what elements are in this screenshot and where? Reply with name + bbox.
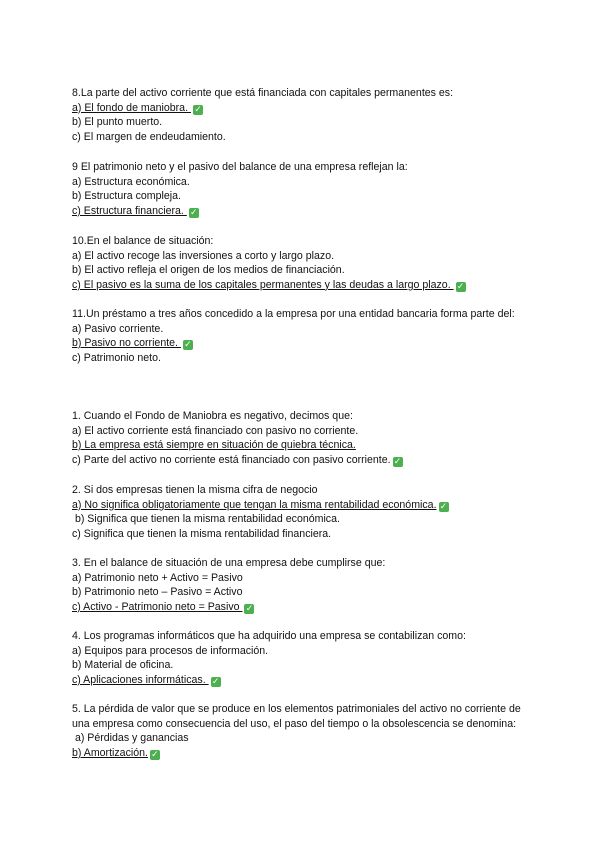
checkmark-icon: ✓ bbox=[190, 207, 198, 218]
question-block-2 bbox=[72, 483, 532, 541]
checkmark-icon: ✓ bbox=[245, 603, 254, 614]
answer-option-correct: c) Estructura financiera. ✓ bbox=[72, 204, 198, 218]
answer-option: a) Pérdidas y ganancias bbox=[72, 732, 189, 745]
answer-option: c) Patrimonio neto. bbox=[72, 351, 161, 364]
question-block-3 bbox=[72, 556, 532, 614]
checkmark-icon: ✓ bbox=[456, 281, 465, 292]
answer-option-correct: a) No significa obligatoriamente que tengan la misma rentabilidad económica. ✓ bbox=[72, 498, 448, 512]
answer-option: b) Estructura compleja. bbox=[72, 190, 181, 203]
answer-option: a) Patrimonio neto + Activo = Pasivo bbox=[72, 571, 243, 584]
answer-option: a) Equipos para procesos de información. bbox=[72, 644, 269, 657]
answer-option-correct: b) Pasivo no corriente. ✓ bbox=[72, 337, 192, 351]
question-text: 4. Los programas informáticos que ha adquirido una empresa se contabilizan como: bbox=[72, 630, 466, 642]
answer-option: b) Significa que tienen la misma rentabilidad económica. bbox=[72, 513, 340, 526]
question-text: 1. Cuando el Fondo de Maniobra es negativo, decimos que: bbox=[72, 410, 353, 422]
checkmark-icon: ✓ bbox=[184, 340, 192, 351]
checkmark-icon: ✓ bbox=[439, 501, 448, 512]
answer-option-correct: c) Parte del activo no corriente está financiado con pasivo corriente. ✓ bbox=[72, 453, 402, 467]
question-block-11 bbox=[72, 307, 532, 365]
question-text: 10.En el balance de situación: bbox=[72, 235, 214, 247]
question-text: 3. En el balance de situación de una empresa debe cumplirse que: bbox=[72, 557, 386, 569]
question-text: 5. La pérdida de valor que se produce en los elementos patrimoniales del activo no corriente de una empresa como consecuencia del uso, el paso del tiempo o la obsolescencia se denomina: bbox=[72, 703, 521, 730]
answer-option: b) Patrimonio neto – Pasivo = Activo bbox=[72, 586, 243, 599]
answer-option: a) El activo recoge las inversiones a corto y largo plazo. bbox=[72, 249, 335, 262]
answer-option-correct: c) Aplicaciones informáticas. ✓ bbox=[72, 673, 220, 687]
checkmark-icon: ✓ bbox=[151, 749, 159, 760]
answer-option-correct: c) El pasivo es la suma de los capitales permanentes y las deudas a largo plazo. ✓ bbox=[72, 278, 465, 292]
checkmark-icon: ✓ bbox=[211, 676, 220, 687]
answer-option: a) Pasivo corriente. bbox=[72, 322, 164, 335]
answer-option: a) El activo corriente está financiado con pasivo no corriente. bbox=[72, 424, 359, 437]
checkmark-icon: ✓ bbox=[194, 104, 202, 115]
question-text: 2. Si dos empresas tienen la misma cifra de negocio bbox=[72, 484, 318, 496]
answer-option: b) Material de oficina. bbox=[72, 659, 174, 672]
answer-option: a) Estructura económica. bbox=[72, 175, 190, 188]
answer-option: c) El margen de endeudamiento. bbox=[72, 130, 226, 143]
question-text: 9 El patrimonio neto y el pasivo del balance de una empresa reflejan la: bbox=[72, 161, 408, 173]
question-block-1 bbox=[72, 409, 532, 467]
answer-option: b) La empresa está siempre en situación de quiebra técnica. bbox=[72, 439, 356, 452]
answer-option-correct: b) Amortización. ✓ bbox=[72, 746, 159, 760]
question-block-5 bbox=[72, 702, 532, 760]
question-block-10 bbox=[72, 234, 532, 292]
answer-option: c) Significa que tienen la misma rentabilidad financiera. bbox=[72, 527, 332, 540]
question-text: 11.Un préstamo a tres años concedido a la empresa por una entidad bancaria forma parte del: bbox=[72, 308, 515, 320]
answer-option: b) El activo refleja el origen de los medios de financiación. bbox=[72, 264, 345, 277]
answer-option-correct: c) Activo - Patrimonio neto = Pasivo ✓ bbox=[72, 600, 254, 614]
question-text: 8.La parte del activo corriente que está financiada con capitales permanentes es: bbox=[72, 87, 454, 99]
question-block-4 bbox=[72, 629, 532, 687]
checkmark-icon: ✓ bbox=[393, 456, 402, 467]
answer-option-correct: a) El fondo de maniobra. ✓ bbox=[72, 101, 202, 115]
question-block-9 bbox=[72, 160, 532, 218]
answer-option: b) El punto muerto. bbox=[72, 116, 163, 129]
question-block-8 bbox=[72, 86, 532, 144]
